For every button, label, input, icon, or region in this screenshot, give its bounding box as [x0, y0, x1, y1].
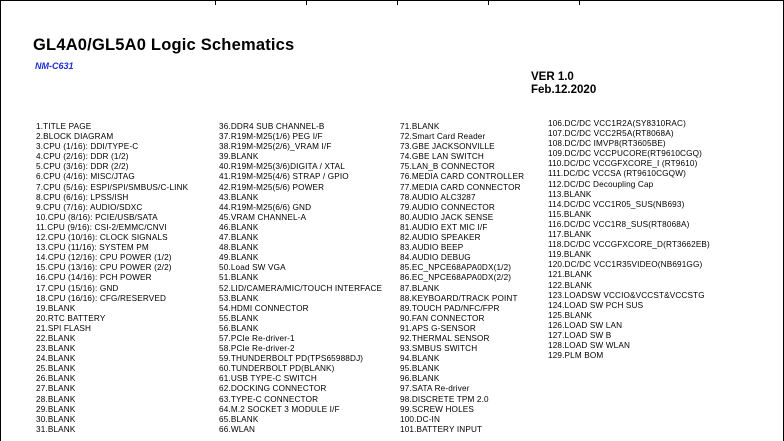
index-entry: 65.BLANK: [219, 414, 259, 424]
index-entry: 81.AUDIO EXT MIC I/F: [400, 222, 488, 232]
index-entry: 84.AUDIO DEBUG: [400, 253, 471, 263]
index-entry: 93.SMBUS SWITCH: [400, 344, 478, 354]
index-column-4: [548, 119, 710, 361]
index-entry: 45.VRAM CHANNEL-A: [219, 212, 307, 222]
index-entry: 126.LOAD SW LAN: [548, 320, 623, 330]
version-block: [531, 71, 596, 97]
index-entry: 37.R19M-M25(1/6) PEG I/F: [219, 132, 323, 142]
index-entry: 100.DC-IN: [400, 414, 441, 424]
index-entry: 5.CPU (3/16): DDR (2/2): [36, 162, 129, 172]
index-entry: 27.BLANK: [36, 384, 76, 394]
index-entry: 98.DISCRETE TPM 2.0: [400, 394, 489, 404]
index-entry: 19.BLANK: [36, 303, 76, 313]
index-entry: 20.RTC BATTERY: [36, 313, 106, 323]
index-entry: 88.KEYBOARD/TRACK POINT: [400, 293, 518, 303]
index-entry: 96.BLANK: [400, 374, 440, 384]
index-entry: 8.CPU (6/16): LPSS/ISH: [36, 192, 129, 202]
sheet-border-left: [0, 0, 1, 441]
index-entry: 12.CPU (10/16): CLOCK SIGNALS: [36, 233, 168, 243]
index-entry: 41.R19M-M25(4/6) STRAP / GPIO: [219, 172, 349, 182]
index-entry: 24.BLANK: [36, 354, 76, 364]
index-entry: 38.R19M-M25(2/6)_VRAM I/F: [219, 142, 332, 152]
index-entry: 23.BLANK: [36, 344, 76, 354]
index-entry: 59.THUNDERBOLT PD(TPS65988DJ): [219, 354, 364, 364]
index-entry: 112.DC/DC Decoupling Cap: [548, 179, 654, 189]
index-entry: 44.R19M-M25(6/6) GND: [219, 202, 312, 212]
index-entry: 22.BLANK: [36, 333, 76, 343]
index-entry: 39.BLANK: [219, 152, 259, 162]
index-entry: 114.DC/DC VCC1R05_SUS(NB693): [548, 199, 685, 209]
index-entry: 17.CPU (15/16): GND: [36, 283, 119, 293]
index-entry: 94.BLANK: [400, 354, 440, 364]
index-entry: 66.WLAN: [219, 424, 256, 434]
index-entry: 15.CPU (13/16): CPU POWER (2/2): [36, 263, 172, 273]
document-title: GL4A0/GL5A0 Logic Schematics: [33, 36, 295, 54]
index-entry: 28.BLANK: [36, 394, 76, 404]
index-entry: 108.DC/DC IMVP8(RT3605BE): [548, 139, 666, 149]
index-entry: 10.CPU (8/16): PCIE/USB/SATA: [36, 212, 158, 222]
index-entry: 9.CPU (7/16): AUDIO/SDXC: [36, 202, 143, 212]
index-entry: 47.BLANK: [219, 233, 259, 243]
index-entry: 42.R19M-M25(5/6) POWER: [219, 182, 325, 192]
index-column-3: [400, 122, 524, 435]
index-entry: 50.Load SW VGA: [219, 263, 286, 273]
index-entry: 16.CPU (14/16): PCH POWER: [36, 273, 152, 283]
index-entry: 1.TITLE PAGE: [36, 122, 92, 131]
index-entry: 71.BLANK: [400, 122, 440, 131]
index-entry: 51.BLANK: [219, 273, 259, 283]
index-entry: 109.DC/DC VCCPUCORE(RT9610CGQ): [548, 149, 703, 159]
index-entry: 62.DOCKING CONNECTOR: [219, 384, 327, 394]
index-entry: 61.USB TYPE-C SWITCH: [219, 374, 317, 384]
index-entry: 83.AUDIO BEEP: [400, 243, 464, 253]
index-entry: 52.LID/CAMERA/MIC/TOUCH INTERFACE: [219, 283, 383, 293]
index-entry: 25.BLANK: [36, 364, 76, 374]
border-tick: [579, 0, 580, 5]
index-entry: 95.BLANK: [400, 364, 440, 374]
index-entry: 124.LOAD SW PCH SUS: [548, 300, 644, 310]
index-entry: 55.BLANK: [219, 313, 259, 323]
index-entry: 13.CPU (11/16): SYSTEM PM: [36, 243, 149, 253]
index-entry: 18.CPU (16/16): CFG/RESERVED: [36, 293, 167, 303]
index-entry: 11.CPU (9/16): CSI-2/EMMC/CNVI: [36, 222, 167, 232]
index-entry: 80.AUDIO JACK SENSE: [400, 212, 494, 222]
index-entry: 21.SPI FLASH: [36, 323, 92, 333]
index-entry: 56.BLANK: [219, 323, 259, 333]
index-entry: 86.EC_NPCE68APA0DX(2/2): [400, 273, 512, 283]
index-entry: 101.BATTERY INPUT: [400, 424, 483, 434]
index-entry: 3.CPU (1/16): DDI/TYPE-C: [36, 142, 139, 152]
border-tick: [397, 0, 398, 5]
index-entry: 111.DC/DC VCCSA (RT9610CGQW): [548, 169, 686, 179]
index-entry: 120.DC/DC VCC1R35VIDEO(NB691GG): [548, 260, 703, 270]
index-entry: 7.CPU (5/16): ESPI/SPI/SMBUS/C-LINK: [36, 182, 189, 192]
index-entry: 46.BLANK: [219, 222, 259, 232]
index-entry: 75.LAN_B CONNECTOR: [400, 162, 495, 172]
index-entry: 87.BLANK: [400, 283, 440, 293]
index-entry: 117.BLANK: [548, 230, 592, 240]
index-entry: 110.DC/DC VCCGFXCORE_I (RT9610): [548, 159, 698, 169]
index-entry: 63.TYPE-C CONNECTOR: [219, 394, 319, 404]
index-entry: 30.BLANK: [36, 414, 76, 424]
index-entry: 107.DC/DC VCC2R5A(RT8068A): [548, 129, 674, 139]
index-entry: 89.TOUCH PAD/NFC/FPR: [400, 303, 500, 313]
index-entry: 78.AUDIO ALC3287: [400, 192, 476, 202]
index-entry: 4.CPU (2/16): DDR (1/2): [36, 152, 129, 162]
release-date: Feb.12.2020: [531, 84, 597, 96]
model-number: NM-C631: [35, 61, 74, 71]
index-entry: 14.CPU (12/16): CPU POWER (1/2): [36, 253, 172, 263]
border-tick: [215, 0, 216, 5]
index-entry: 64.M.2 SOCKET 3 MODULE I/F: [219, 404, 340, 414]
index-entry: 76.MEDIA CARD CONTROLLER: [400, 172, 525, 182]
index-entry: 74.GBE LAN SWITCH: [400, 152, 484, 162]
index-entry: 97.SATA Re-driver: [400, 384, 470, 394]
index-entry: 128.LOAD SW WLAN: [548, 341, 631, 351]
index-entry: 113.BLANK: [548, 189, 592, 199]
index-entry: 129.PLM BOM: [548, 351, 604, 361]
index-entry: 29.BLANK: [36, 404, 76, 414]
index-entry: 125.BLANK: [548, 310, 593, 320]
index-entry: 2.BLOCK DIAGRAM: [36, 132, 114, 142]
index-entry: 72.Smart Card Reader: [400, 132, 486, 142]
border-tick: [488, 0, 489, 5]
index-entry: 121.BLANK: [548, 270, 593, 280]
index-entry: 26.BLANK: [36, 374, 76, 384]
index-entry: 122.BLANK: [548, 280, 593, 290]
index-entry: 43.BLANK: [219, 192, 259, 202]
index-entry: 123.LOADSW VCCIO&VCCST&VCCSTG: [548, 290, 705, 300]
index-entry: 92.THERMAL SENSOR: [400, 333, 490, 343]
index-entry: 31.BLANK: [36, 424, 76, 434]
index-column-1: [36, 122, 188, 435]
sheet-border-top: [0, 0, 784, 1]
index-entry: 82.AUDIO SPEAKER: [400, 233, 481, 243]
index-entry: 127.LOAD SW B: [548, 330, 612, 340]
index-entry: 116.DC/DC VCC1R8_SUS(RT8068A): [548, 219, 690, 229]
index-entry: 58.PCIe Re-driver-2: [219, 344, 295, 354]
index-entry: 53.BLANK: [219, 293, 259, 303]
index-entry: 6.CPU (4/16): MISC/JTAG: [36, 172, 135, 182]
index-entry: 79.AUDIO CONNECTOR: [400, 202, 495, 212]
index-entry: 36.DDR4 SUB CHANNEL-B: [219, 122, 325, 131]
index-entry: 90.FAN CONNECTOR: [400, 313, 485, 323]
index-entry: 73.GBE JACKSONVILLE: [400, 142, 495, 152]
index-entry: 54.HDMI CONNECTOR: [219, 303, 309, 313]
index-entry: 119.BLANK: [548, 250, 592, 260]
index-entry: 60.TUNDERBOLT PD(BLANK): [219, 364, 335, 374]
index-entry: 99.SCREW HOLES: [400, 404, 474, 414]
index-entry: 106.DC/DC VCC1R2A(SY8310RAC): [548, 119, 686, 128]
index-entry: 115.BLANK: [548, 209, 592, 219]
index-entry: 40.R19M-M25(3/6)DIGITA / XTAL: [219, 162, 345, 172]
border-tick: [306, 0, 307, 5]
index-column-2: [219, 122, 382, 435]
index-entry: 118.DC/DC VCCGFXCORE_D(RT3662EB): [548, 240, 710, 250]
index-entry: 57.PCIe Re-driver-1: [219, 333, 295, 343]
index-entry: 49.BLANK: [219, 253, 259, 263]
version-label: VER 1.0: [531, 71, 574, 83]
index-entry: 85.EC_NPCE68APA0DX(1/2): [400, 263, 512, 273]
index-entry: 77.MEDIA CARD CONNECTOR: [400, 182, 521, 192]
index-entry: 91.APS G-SENSOR: [400, 323, 476, 333]
index-entry: 48.BLANK: [219, 243, 259, 253]
